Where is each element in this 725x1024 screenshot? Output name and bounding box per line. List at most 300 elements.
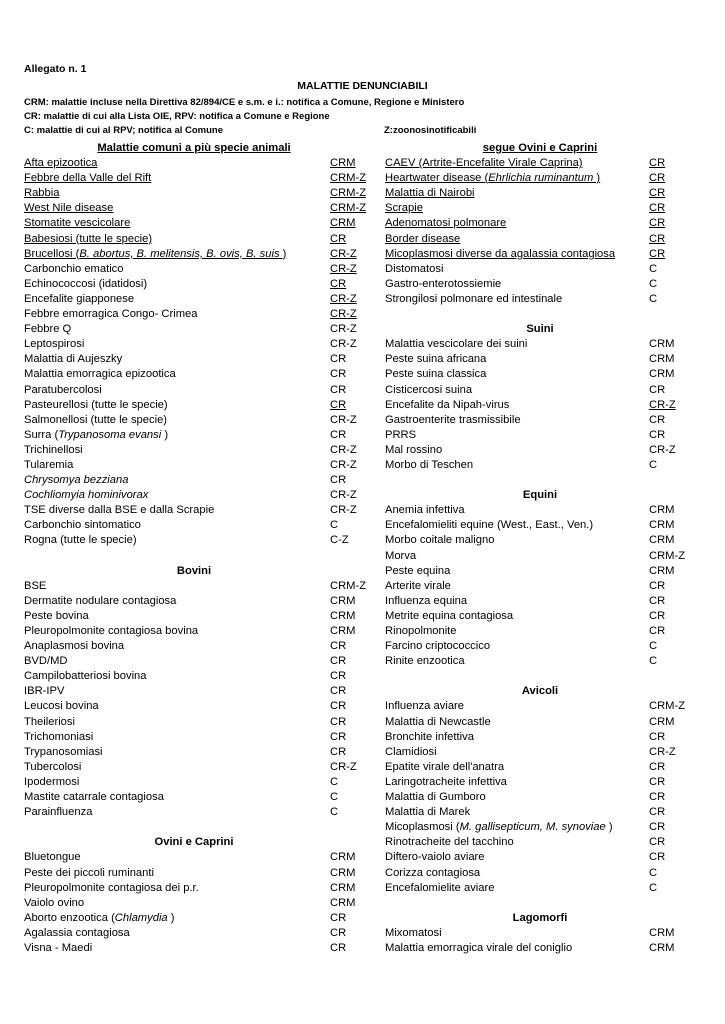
- disease-name-part: Febbre emorragica Congo- Crimea: [24, 308, 198, 321]
- notification-code: CR: [330, 428, 347, 441]
- left-disease-column: [24, 141, 367, 956]
- disease-name-italic-part: B. abortus, B. melitensis, B. ovis, B. suis: [79, 247, 280, 260]
- notification-code: CRM-Z: [330, 187, 367, 200]
- disease-name-part: Micoplasmosi diverse da agalassia contagiosa: [385, 247, 616, 260]
- disease-name-part: Paratubercolosi: [24, 383, 102, 396]
- notification-code: CRM: [649, 534, 675, 547]
- notification-code: CR: [649, 625, 666, 637]
- disease-name: [385, 835, 514, 850]
- disease-name-part: Adenomatosi polmonare: [385, 217, 507, 230]
- disease-name: [385, 292, 562, 307]
- disease-name-part: Trypanosomiasi: [24, 745, 103, 758]
- disease-name-part: Pasteurellosi (tutte le specie): [24, 398, 168, 411]
- disease-row-salmonellosi-tutte-le-specie: [24, 413, 364, 428]
- disease-name-part: Agalassia contagiosa: [24, 926, 130, 939]
- disease-name-part: Influenza equina: [385, 594, 468, 607]
- disease-name-part: Encefalomielite aviare: [385, 881, 495, 894]
- notification-code: CR-Z: [330, 458, 357, 471]
- disease-row-gastroenterite-trasmissibile: [385, 413, 695, 428]
- section-title-lagomorfi: Lagomorfi: [512, 911, 568, 924]
- notification-code: CR-Z: [330, 323, 357, 336]
- disease-name-part: Malattia emorragica virale del coniglio: [385, 941, 573, 954]
- disease-row-ipodermosi: [24, 775, 364, 790]
- notification-code: CR-Z: [330, 247, 357, 260]
- disease-name-part: Salmonellosi (tutte le specie): [24, 413, 168, 426]
- disease-name-part: Leucosi bovina: [24, 700, 99, 713]
- disease-name: [24, 594, 176, 609]
- disease-name-part: Anemia infettiva: [385, 504, 465, 517]
- legend-crm: CRM: malattie incluse nella Direttiva 82/894/CE e s.m. e i.: notifica a Comune, Regione e Ministero: [24, 97, 465, 108]
- disease-name: [24, 911, 175, 926]
- disease-row-visna-maedi: [24, 941, 364, 956]
- disease-name: [385, 624, 457, 639]
- disease-name: [385, 850, 485, 865]
- disease-row-pleuropolmonite-contagiosa-dei-p-r: [24, 881, 364, 896]
- disease-name: [385, 352, 486, 367]
- disease-name-part: Epatite virale dell'anatra: [385, 760, 505, 773]
- disease-row-adenomatosi-polmonare: [385, 216, 695, 231]
- notification-code: CRM-Z: [330, 579, 367, 592]
- notification-code: CR: [649, 383, 666, 396]
- disease-row-morbo-coitale-maligno: [385, 533, 695, 548]
- notification-code: CR: [649, 187, 666, 200]
- disease-name-part: Gastroenterite trasmissibile: [385, 413, 521, 426]
- disease-row-echinococcosi-idatidosi: [24, 277, 364, 292]
- page-title: MALATTIE DENUNCIABILI: [297, 80, 428, 92]
- disease-name-part: Encefalite da Nipah-virus: [385, 398, 510, 411]
- disease-row-rinotracheite-del-tacchino: [385, 835, 695, 850]
- disease-row-micoplasmosi-m-gallisepticum-m-synoviae: [385, 820, 695, 835]
- disease-name-part: Border disease: [385, 232, 461, 245]
- disease-name-italic-part: Chrysomya bezziana: [24, 474, 129, 487]
- disease-row-metrite-equina-contagiosa: [385, 609, 695, 624]
- notification-code: CR: [330, 353, 347, 366]
- disease-row-peste-suina-africana: [385, 352, 695, 367]
- notification-code: CR-Z: [330, 308, 357, 321]
- disease-row-malattia-di-marek: [385, 805, 695, 820]
- disease-row-corizza-contagiosa: [385, 866, 695, 881]
- notification-code: C: [330, 806, 339, 819]
- notification-code: C: [649, 458, 658, 471]
- disease-name: [24, 458, 73, 473]
- disease-row-diftero-vaiolo-aviare: [385, 850, 695, 865]
- disease-name-part: BSE: [24, 579, 47, 592]
- disease-name-part: Carbonchio sintomatico: [24, 519, 141, 532]
- disease-name: [24, 247, 286, 262]
- notification-code: CRM: [649, 941, 675, 954]
- disease-name: [385, 805, 470, 820]
- disease-name: [24, 171, 151, 186]
- notification-code: CR: [649, 247, 666, 260]
- notification-code: CR: [330, 383, 347, 396]
- notification-code: CRM: [330, 609, 356, 622]
- notification-code: CR: [330, 911, 347, 924]
- disease-name-part: Ipodermosi: [24, 775, 80, 788]
- notification-code: CR: [649, 579, 666, 592]
- spacer: [385, 307, 695, 322]
- notification-code: CR: [649, 594, 666, 607]
- disease-name: [385, 232, 460, 247]
- disease-name: [385, 775, 507, 790]
- disease-name-part: IBR-IPV: [24, 685, 65, 698]
- disease-name: [385, 594, 467, 609]
- disease-name-part: Encefalite giapponese: [24, 292, 135, 305]
- disease-row-agalassia-contagiosa: [24, 926, 364, 941]
- disease-name: [24, 639, 124, 654]
- disease-name: [24, 216, 130, 231]
- disease-name-part: Brucellosi (: [24, 247, 80, 260]
- disease-name-part: TSE diverse dalla BSE e dalla Scrapie: [24, 504, 215, 517]
- disease-name: [385, 458, 473, 473]
- disease-name: [385, 579, 451, 594]
- disease-row-campilobatteriosi-bovina: [24, 669, 364, 684]
- disease-row-encefalomieliti-equine-west-east-ven: [385, 518, 695, 533]
- notification-code: CR: [649, 730, 666, 743]
- disease-name: [385, 201, 423, 216]
- notification-code: CRM: [330, 217, 356, 230]
- disease-name: [24, 850, 81, 865]
- section-title-bovini: Bovini: [176, 564, 212, 577]
- disease-name-part: Morbo di Teschen: [385, 458, 474, 471]
- notification-code: C: [649, 655, 658, 668]
- disease-row-mal-rossino: [385, 443, 695, 458]
- disease-row-tse-diverse-dalla-bse-e-dalla-scrapie: [24, 503, 364, 518]
- notification-code: CR: [649, 791, 666, 804]
- notification-code: CRM: [330, 881, 356, 894]
- notification-code: C: [330, 519, 339, 532]
- disease-name-part: ): [593, 172, 601, 185]
- notification-code: CR: [330, 700, 347, 713]
- notification-code: CR: [649, 202, 666, 215]
- disease-name-part: Encefalomieliti equine (West., East., Ven.): [385, 519, 594, 532]
- disease-name-part: Parainfluenza: [24, 806, 93, 819]
- notification-code: CR: [649, 806, 666, 819]
- disease-name-part: Theileriosi: [24, 715, 75, 728]
- notification-code: CR-Z: [330, 443, 357, 456]
- disease-row-dermatite-nodulare-contagiosa: [24, 594, 364, 609]
- disease-name: [385, 699, 464, 714]
- notification-code: C-Z: [330, 534, 349, 547]
- disease-row-peste-equina: [385, 564, 695, 579]
- disease-row-afta-epizootica: [24, 156, 364, 171]
- notification-code: CR: [330, 926, 347, 939]
- notification-code: CRM: [649, 564, 675, 577]
- disease-row-peste-suina-classica: [385, 367, 695, 382]
- disease-row-rinopolmonite: [385, 624, 695, 639]
- spacer: [385, 669, 695, 684]
- disease-name-part: Tularemia: [24, 458, 74, 471]
- notification-code: CRM-Z: [649, 549, 686, 562]
- disease-name: [24, 805, 92, 820]
- notification-code: CRM: [649, 504, 675, 517]
- disease-name-part: Aborto enzootica (: [24, 911, 115, 924]
- section-title-malattie-comuni-a-piu-specie-animali: Malattie comuni a più specie animali: [97, 142, 291, 154]
- disease-name-part: Febbre della Valle del Rift: [24, 172, 152, 185]
- disease-name-part: Carbonchio ematico: [24, 262, 124, 275]
- notification-code: C: [649, 866, 658, 879]
- section-title-ovini-e-caprini: Ovini e Caprini: [154, 836, 234, 849]
- disease-name: [24, 398, 168, 413]
- disease-name: [24, 579, 46, 594]
- spacer: [385, 896, 695, 911]
- disease-name-part: Leptospirosi: [24, 338, 85, 351]
- disease-row-paratubercolosi: [24, 383, 364, 398]
- disease-name: [24, 518, 141, 533]
- disease-name-part: Peste suina africana: [385, 353, 487, 366]
- notification-code: C: [649, 292, 658, 305]
- disease-row-clamidiosi: [385, 745, 695, 760]
- disease-row-trichomoniasi: [24, 730, 364, 745]
- disease-name: [24, 232, 152, 247]
- notification-code: CR: [649, 413, 666, 426]
- disease-row-heartwater-disease-ehrlichia-ruminantum: [385, 171, 695, 186]
- disease-name: [24, 307, 197, 322]
- disease-name: [24, 533, 137, 548]
- disease-name-part: Diftero-vaiolo aviare: [385, 851, 485, 864]
- disease-row-anemia-infettiva: [385, 503, 695, 518]
- notification-code: CRM: [649, 715, 675, 728]
- disease-name-part: BVD/MD: [24, 655, 68, 668]
- notification-code: CRM-Z: [649, 700, 686, 713]
- disease-row-carbonchio-sintomatico: [24, 518, 364, 533]
- disease-name-part: Campilobatteriosi bovina: [24, 670, 147, 683]
- disease-row-mastite-catarrale-contagiosa: [24, 790, 364, 805]
- spacer: [385, 473, 695, 488]
- disease-name: [385, 820, 613, 835]
- disease-row-febbre-emorragica-congo-crimea: [24, 307, 364, 322]
- disease-row-leucosi-bovina: [24, 699, 364, 714]
- disease-name: [385, 367, 486, 382]
- notification-code: CR: [330, 670, 347, 683]
- notification-code: CR: [649, 428, 666, 441]
- disease-name: [24, 428, 168, 443]
- disease-name-part: Scrapie: [385, 202, 423, 215]
- notification-code: CR: [330, 745, 347, 758]
- disease-name: [385, 715, 491, 730]
- notification-code: CRM: [649, 353, 675, 366]
- disease-name-part: Malattia di Aujeszky: [24, 353, 123, 366]
- disease-row-febbre-q: [24, 322, 364, 337]
- disease-name: [24, 201, 113, 216]
- notification-code: CRM: [330, 594, 356, 607]
- disease-name-part: Morbo coitale maligno: [385, 534, 495, 547]
- disease-name: [385, 564, 450, 579]
- disease-row-strongilosi-polmonare-ed-intestinale: [385, 292, 695, 307]
- notification-code: CR-Z: [649, 443, 676, 456]
- disease-name-part: Influenza aviare: [385, 700, 464, 713]
- disease-name: [385, 533, 494, 548]
- disease-row-influenza-equina: [385, 594, 695, 609]
- disease-name-part: Mastite catarrale contagiosa: [24, 791, 164, 804]
- notification-code: CR-Z: [330, 262, 357, 275]
- disease-row-encefalomielite-aviare: [385, 881, 695, 896]
- disease-name-part: Malattia di Marek: [385, 806, 471, 819]
- disease-row-caev-artrite-encefalite-virale-caprina: [385, 156, 695, 171]
- disease-name-part: Corizza contagiosa: [385, 866, 481, 879]
- disease-name-part: CAEV (Artrite-Encefalite Virale Caprina): [385, 157, 583, 170]
- notification-code: CR: [330, 232, 347, 245]
- disease-row-encefalite-giapponese: [24, 292, 364, 307]
- disease-name: [24, 730, 93, 745]
- disease-name-part: Peste dei piccoli ruminanti: [24, 866, 154, 879]
- disease-name: [24, 745, 103, 760]
- disease-name-part: Visna - Maedi: [24, 941, 93, 954]
- disease-name: [385, 654, 465, 669]
- disease-name-part: ): [161, 428, 169, 441]
- notification-code: CR: [649, 609, 666, 622]
- disease-row-morbo-di-teschen: [385, 458, 695, 473]
- notification-code: CRM: [649, 926, 675, 939]
- disease-name: [24, 262, 124, 277]
- attachment-label: Allegato n. 1: [24, 63, 87, 75]
- disease-row-leptospirosi: [24, 337, 364, 352]
- disease-name: [24, 503, 214, 518]
- section-title-segue-ovini-e-caprini: segue Ovini e Caprini: [482, 142, 598, 154]
- disease-row-gastro-enterotossiemie: [385, 277, 695, 292]
- notification-code: CR: [649, 851, 666, 864]
- notification-code: CRM-Z: [330, 202, 367, 215]
- disease-name-italic-part: M. gallisepticum, M. synoviae: [459, 821, 606, 834]
- disease-name-part: Arterite virale: [385, 579, 451, 592]
- disease-name: [24, 760, 81, 775]
- notification-code: C: [330, 775, 339, 788]
- disease-name-part: Malattia emorragica epizootica: [24, 368, 176, 381]
- disease-name-part: Rogna (tutte le specie): [24, 534, 137, 547]
- disease-row-rinite-enzootica: [385, 654, 695, 669]
- notification-code: CRM: [649, 368, 675, 381]
- disease-row-malattia-di-gumboro: [385, 790, 695, 805]
- disease-name-part: Peste bovina: [24, 609, 89, 622]
- disease-name-italic-part: Ehrlichia ruminantum: [488, 172, 594, 185]
- disease-name: [385, 760, 504, 775]
- disease-name-part: Malattia di Nairobi: [385, 187, 475, 200]
- disease-name: [385, 730, 474, 745]
- disease-name-part: Anaplasmosi bovina: [24, 640, 125, 653]
- disease-row-scrapie: [385, 201, 695, 216]
- disease-name-part: Afta epizootica: [24, 157, 98, 170]
- disease-name: [24, 775, 79, 790]
- disease-name: [24, 337, 84, 352]
- disease-row-bronchite-infettiva: [385, 730, 695, 745]
- disease-name-italic-part: Chlamydia: [114, 911, 168, 924]
- legend-zoonosi: Z:zoonosinotificabili: [384, 125, 477, 136]
- disease-name-italic-part: Cochliomyia hominivorax: [24, 489, 149, 502]
- disease-name-part: Tubercolosi: [24, 760, 82, 773]
- disease-name: [24, 413, 167, 428]
- disease-name: [385, 609, 513, 624]
- disease-name-part: Strongilosi polmonare ed intestinale: [385, 292, 563, 305]
- notification-code: CR: [330, 655, 347, 668]
- disease-row-cochliomyia-hominivorax: [24, 488, 364, 503]
- disease-name: [24, 488, 148, 503]
- disease-name: [24, 186, 59, 201]
- disease-name-part: Trichinellosi: [24, 443, 83, 456]
- disease-name: [24, 277, 147, 292]
- disease-row-mixomatosi: [385, 926, 695, 941]
- disease-row-influenza-aviare: [385, 699, 695, 714]
- notification-code: CR: [330, 715, 347, 728]
- disease-row-malattia-di-newcastle: [385, 715, 695, 730]
- disease-name: [24, 473, 128, 488]
- disease-name-part: Laringotracheite infettiva: [385, 775, 507, 788]
- disease-name: [385, 790, 486, 805]
- disease-row-trichinellosi: [24, 443, 364, 458]
- disease-name-part: Surra (: [24, 428, 59, 441]
- disease-name-part: Vaiolo ovino: [24, 896, 85, 909]
- notification-code: CR-Z: [649, 398, 676, 411]
- disease-row-surra-trypanosoma-evansi: [24, 428, 364, 443]
- disease-name: [24, 669, 147, 684]
- disease-name-part: Bronchite infettiva: [385, 730, 474, 743]
- disease-name: [24, 443, 83, 458]
- disease-row-malattia-di-aujeszky: [24, 352, 364, 367]
- disease-name: [385, 549, 416, 564]
- notification-code: CR: [330, 368, 347, 381]
- disease-name-part: Malattia vescicolare dei suini: [385, 338, 528, 351]
- disease-name: [24, 654, 68, 669]
- disease-row-malattia-emorragica-epizootica: [24, 367, 364, 382]
- disease-name: [24, 156, 97, 171]
- disease-name: [24, 383, 102, 398]
- notification-code: CR-Z: [330, 292, 357, 305]
- notification-code: CR-Z: [330, 489, 357, 502]
- disease-row-tubercolosi: [24, 760, 364, 775]
- section-title-equini: Equini: [522, 489, 558, 502]
- notification-code: CR: [330, 398, 347, 411]
- disease-row-brucellosi-b-abortus-b-melitensis-b-ovis-b-suis: [24, 247, 364, 262]
- notification-code: CR: [330, 640, 347, 653]
- disease-name-part: Morva: [385, 549, 417, 562]
- notification-code: C: [649, 262, 658, 275]
- disease-name-part: Micoplasmosi (: [385, 821, 460, 834]
- notification-code: CR: [649, 821, 666, 834]
- disease-name-part: Rabbia: [24, 187, 60, 200]
- disease-name: [385, 262, 443, 277]
- disease-name-part: Metrite equina contagiosa: [385, 609, 514, 622]
- disease-name-part: Bluetongue: [24, 851, 81, 864]
- disease-name: [24, 881, 199, 896]
- disease-row-micoplasmosi-diverse-da-agalassia-contagiosa: [385, 247, 695, 262]
- disease-row-west-nile-disease: [24, 201, 367, 216]
- disease-name-part: Dermatite nodulare contagiosa: [24, 594, 177, 607]
- section-title-avicoli: Avicoli: [521, 685, 559, 698]
- disease-row-malattia-emorragica-virale-del-coniglio: [385, 941, 695, 956]
- disease-row-pasteurellosi-tutte-le-specie: [24, 398, 364, 413]
- disease-name: [385, 941, 572, 956]
- disease-name: [24, 292, 134, 307]
- disease-row-peste-dei-piccoli-ruminanti: [24, 866, 364, 881]
- disease-name-part: Mal rossino: [385, 443, 443, 456]
- disease-row-stomatite-vescicolare: [24, 216, 364, 231]
- disease-name-part: Clamidiosi: [385, 745, 437, 758]
- notification-code: C: [330, 791, 339, 804]
- disease-name-part: Rinopolmonite: [385, 625, 457, 637]
- notification-code: CRM: [330, 625, 356, 637]
- disease-name: [385, 337, 527, 352]
- notification-code: CR: [649, 775, 666, 788]
- disease-row-trypanosomiasi: [24, 745, 364, 760]
- disease-name: [24, 790, 164, 805]
- notification-code: CR-Z: [330, 504, 357, 517]
- disease-name-part: Trichomoniasi: [24, 730, 94, 743]
- disease-name: [385, 247, 615, 262]
- disease-row-distomatosi: [385, 262, 695, 277]
- disease-name: [24, 624, 198, 639]
- disease-name-part: ): [279, 247, 287, 260]
- notification-code: CR-Z: [649, 745, 676, 758]
- disease-row-rabbia: [24, 186, 367, 201]
- disease-name-part: Rinite enzootica: [385, 655, 465, 668]
